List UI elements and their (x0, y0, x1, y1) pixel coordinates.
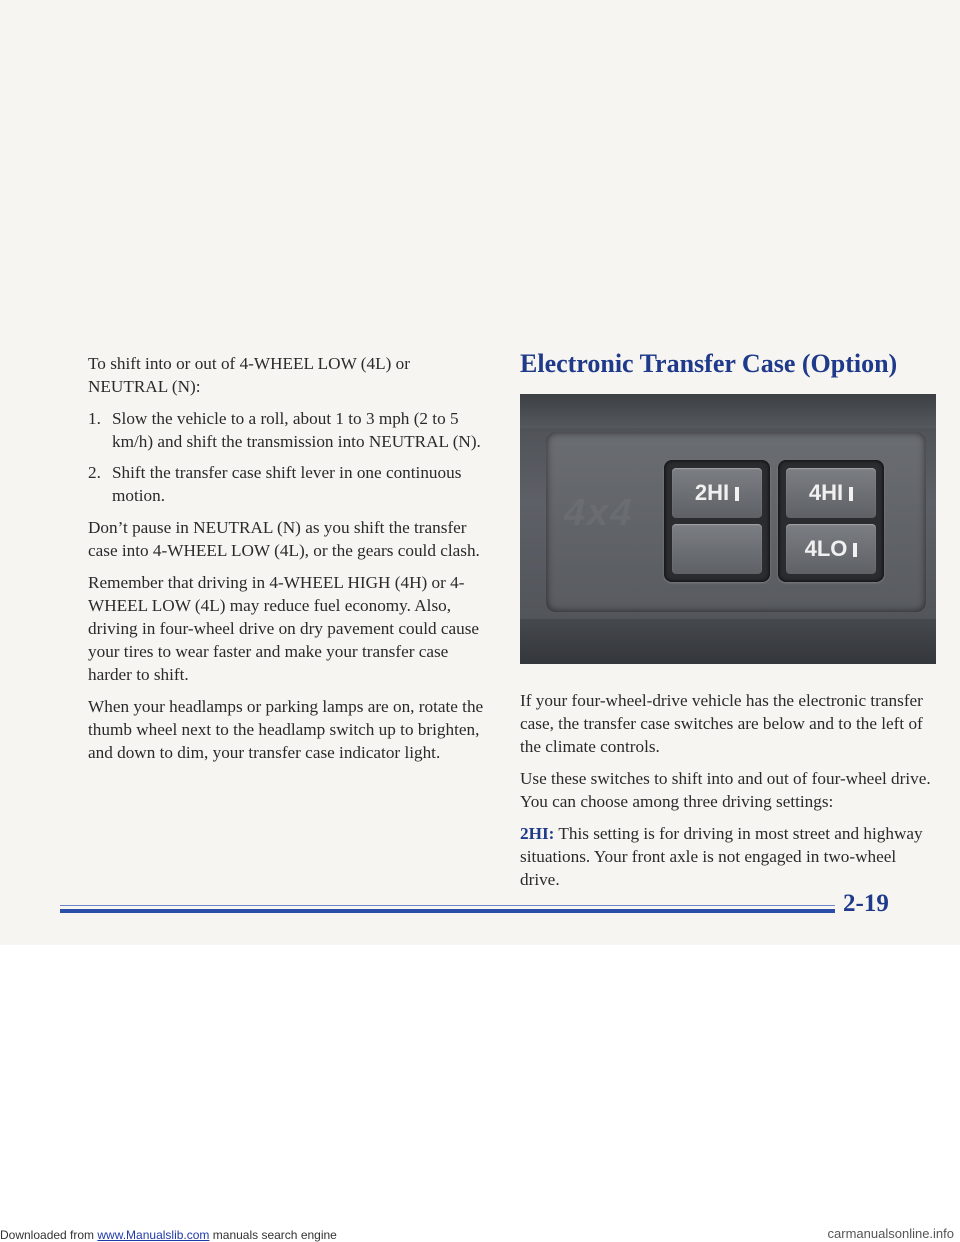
list-item (88, 407, 488, 453)
watermark-site: carmanualsonline.info (827, 1226, 954, 1241)
photo-switch-4hi (786, 468, 876, 518)
footer-rule-thin (60, 905, 835, 906)
footer-suffix: manuals search engine (209, 1228, 337, 1242)
right-column (520, 348, 940, 900)
photo-switch-4lo (786, 524, 876, 574)
paragraph-indicator: When your headlamps or parking lamps are on, rotate the thumb wheel next to the headlamp switch up to brighten, and down to dim, your transfer case indicator light. (88, 697, 484, 762)
indicator-lamp-icon (849, 487, 853, 501)
paragraph-location: If your four-wheel-drive vehicle has the electronic transfer case, the transfer case switches are below and to the left of the climate controls. (520, 691, 923, 756)
switch-4lo-label: 4LO (804, 536, 848, 561)
photo-switch-panel (546, 432, 926, 612)
switch-4hi-label: 4HI (808, 480, 844, 505)
switch-2hi-label: 2HI (694, 480, 730, 505)
step-number: 2. (88, 463, 101, 482)
indicator-lamp-icon (735, 487, 739, 501)
photo-switch-2hi (672, 468, 762, 518)
page-number: 2-19 (843, 890, 889, 917)
photo-switch-group-left (664, 460, 770, 582)
indicator-lamp-icon (853, 543, 857, 557)
photo-top-trim (520, 394, 936, 428)
paragraph-economy: Remember that driving in 4-WHEEL HIGH (4H) or 4-WHEEL LOW (4L) may reduce fuel economy. Also, driving in four-wheel drive on dry pavement could cause your tires to wear faster and make your transfer case harder to shift. (88, 573, 480, 684)
step-text: Slow the vehicle to a roll, about 1 to 3 mph (2 to 5 km/h) and shift the transmission into NEUTRAL (N). (112, 409, 481, 451)
step-text: Shift the transfer case shift lever in one continuous motion. (112, 463, 462, 505)
paragraph-neutral: Don’t pause in NEUTRAL (N) as you shift the transfer case into 4-WHEEL LOW (4L), or the gears could clash. (88, 518, 480, 560)
footer-prefix: Downloaded from (0, 1228, 98, 1242)
footer-rule-thick (60, 909, 835, 913)
photo-4x4-emblem: 4x4 (559, 492, 638, 534)
list-item (88, 461, 488, 507)
intro-text: To shift into or out of 4-WHEEL LOW (4L) or NEUTRAL (N): (88, 354, 410, 396)
photo-switch-group-right (778, 460, 884, 582)
setting-text-2hi: This setting is for driving in most street and highway situations. Your front axle is not engaged in two-wheel drive. (520, 824, 923, 889)
paragraph-settings: Use these switches to shift into and out of four-wheel drive. You can choose among three driving settings: (520, 769, 931, 811)
section-heading: Electronic Transfer Case (Option) (520, 349, 898, 378)
manualslib-link[interactable]: www.Manualslib.com (97, 1228, 210, 1242)
paragraph-2hi (520, 822, 940, 891)
photo-switch-blank (672, 524, 762, 574)
download-footer (0, 1228, 337, 1242)
steps-list (88, 407, 488, 507)
transfer-case-switch-photo (520, 394, 936, 664)
setting-label-2hi: 2HI: (520, 824, 555, 843)
photo-bottom-trim (520, 619, 936, 664)
step-number: 1. (88, 409, 101, 428)
left-column (88, 352, 488, 773)
